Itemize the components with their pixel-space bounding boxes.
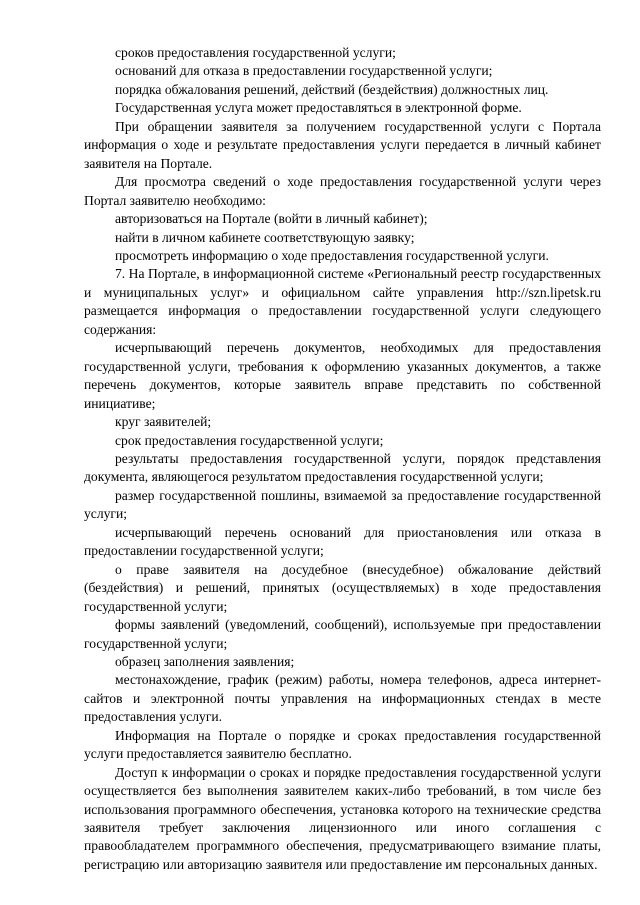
section-paragraph-7: 7. На Портале, в информационной системе «Региональный реестр государственных и муниципальных услуг» и официальном сайте управления http://szn.lipetsk.ru размещается информация о предоставлении государственной услуги следующего содержания: (84, 266, 601, 337)
paragraph: Доступ к информации о сроках и порядке предоставления государственной услуги осуществляется без выполнения заявителем каких-либо требований, в том числе без использования программного обеспечения, установка которого на технические средства заявителя требует заключения лицензионного или иного соглашения с правообладателем программного обеспечения, предусматривающего взимание платы, регистрацию или авторизацию заявителя или предоставление им персональных данных. (84, 764, 601, 872)
list-item: результаты предоставления государственной услуги, порядок представления документа, являющегося результатом предоставления государственной услуги; (84, 450, 601, 485)
list-item: о праве заявителя на досудебное (внесудебное) обжалование действий (бездействия) и решений, принятых (осуществляемых) в ходе предоставления государственной услуги; (84, 561, 601, 614)
list-item: образец заполнения заявления; (115, 653, 295, 669)
list-item: сроков предоставления государственной услуги; (115, 45, 396, 60)
list-item: исчерпывающий перечень документов, необходимых для предоставления государственной услуги, требования к оформлению указанных документов, а также перечень документов, которые заявитель вправе представить по собственной инициативе; (84, 340, 601, 411)
list-item: размер государственной пошлины, взимаемой за предоставление государственной услуги; (84, 487, 601, 522)
paragraph: Информация на Портале о порядке и сроках предоставления государственной услуги предоставляется заявителю бесплатно. (84, 727, 601, 762)
paragraph: Государственная услуга может предоставляться в электронной форме. (115, 100, 522, 116)
list-item: круг заявителей; (115, 414, 212, 430)
list-item: местонахождение, график (режим) работы, номера телефонов, адреса интернет-сайтов и электронной почты управления на информационных стендах в месте предоставления услуги. (84, 672, 601, 725)
list-item: авторизоваться на Портале (войти в личный кабинет); (115, 211, 428, 227)
list-item: формы заявлений (уведомлений, сообщений), используемые при предоставлении государственной услуги; (84, 617, 601, 651)
paragraph: При обращении заявителя за получением государственной услуги с Портала информация о ходе и результате предоставления услуги передается в личный кабинет заявителя на Портале. (84, 118, 601, 171)
list-item: просмотреть информацию о ходе предоставления государственной услуги. (115, 247, 549, 263)
list-item: срок предоставления государственной услуги; (115, 432, 384, 448)
list-item: исчерпывающий перечень оснований для приостановления или отказа в предоставлении государственной услуги; (84, 524, 601, 559)
list-item: порядка обжалования решений, действий (бездействия) должностных лиц. (115, 81, 549, 97)
list-item: найти в личном кабинете соответствующую заявку; (115, 229, 415, 245)
list-item: оснований для отказа в предоставлении государственной услуги; (115, 63, 493, 79)
paragraph: Для просмотра сведений о ходе предоставления государственной услуги через Портал заявителю необходимо: (84, 174, 601, 208)
document-page (84, 44, 601, 874)
